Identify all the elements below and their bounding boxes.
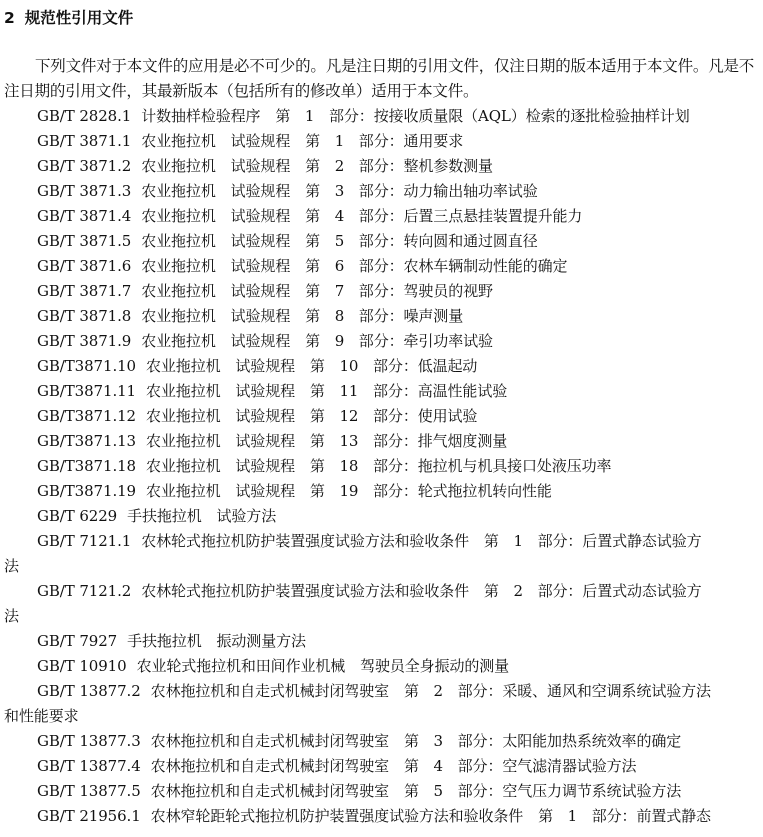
reference-title: 手扶拖拉机 试验方法: [127, 507, 277, 525]
reference-code: GB/T 6229: [37, 507, 118, 525]
reference-code: GB/T 13877.3: [37, 732, 141, 750]
reference-item: [4, 454, 759, 479]
reference-code: GB/T 3871.1: [37, 132, 132, 150]
reference-title: 手扶拖拉机 振动测量方法: [127, 632, 306, 650]
reference-code: GB/T 7121.2: [37, 582, 132, 600]
reference-item: [4, 529, 759, 579]
reference-title: 农业拖拉机 试验规程 第 1 部分：通用要求: [141, 132, 464, 150]
reference-title: 农业拖拉机 试验规程 第 19 部分：轮式拖拉机转向性能: [146, 482, 552, 500]
reference-title: 农业拖拉机 试验规程 第 4 部分：后置三点悬挂装置提升能力: [141, 207, 583, 225]
reference-title: 农林拖拉机和自走式机械封闭驾驶室 第 3 部分：太阳能加热系统效率的确定: [150, 732, 682, 750]
reference-code: GB/T 7927: [37, 632, 118, 650]
reference-title: 农业拖拉机 试验规程 第 7 部分：驾驶员的视野: [141, 282, 493, 300]
reference-code: GB/T 3871.2: [37, 157, 132, 175]
reference-code: GB/T 3871.3: [37, 182, 132, 200]
reference-title: 农业拖拉机 试验规程 第 9 部分：牵引功率试验: [141, 332, 493, 350]
reference-title: 农业拖拉机 试验规程 第 5 部分：转向圆和通过圆直径: [141, 232, 538, 250]
reference-code: GB/T 3871.5: [37, 232, 132, 250]
reference-code: GB/T 21956.1: [37, 807, 141, 825]
reference-title: 农业拖拉机 试验规程 第 18 部分：拖拉机与机具接口处液压功率: [146, 457, 612, 475]
reference-item: [4, 204, 759, 229]
reference-item: [4, 729, 759, 754]
reference-title: 农业拖拉机 试验规程 第 3 部分：动力输出轴功率试验: [141, 182, 538, 200]
reference-item: [4, 229, 759, 254]
reference-item: [4, 654, 759, 679]
reference-title: 计数抽样检验程序 第 1 部分：按接收质量限（AQL）检索的逐批检验抽样计划: [141, 107, 690, 125]
reference-item: [4, 479, 759, 504]
reference-item: [4, 154, 759, 179]
reference-title-continuation: 法: [4, 557, 19, 575]
reference-item: [4, 279, 759, 304]
reference-title: 农林拖拉机和自走式机械封闭驾驶室 第 4 部分：空气滤清器试验方法: [150, 757, 637, 775]
reference-item: [4, 379, 759, 404]
reference-item: [4, 754, 759, 779]
reference-title-continuation: 和性能要求: [4, 707, 79, 725]
reference-item: [4, 129, 759, 154]
reference-title: 农业轮式拖拉机和田间作业机械 驾驶员全身振动的测量: [136, 657, 510, 675]
section-heading: [4, 4, 759, 32]
reference-title: 农业拖拉机 试验规程 第 8 部分：噪声测量: [141, 307, 464, 325]
reference-item: [4, 629, 759, 654]
reference-item: [4, 179, 759, 204]
reference-code: GB/T 10910: [37, 657, 127, 675]
reference-code: GB/T 3871.4: [37, 207, 132, 225]
reference-code: GB/T 3871.7: [37, 282, 132, 300]
reference-code: GB/T 3871.9: [37, 332, 132, 350]
reference-title: 农业拖拉机 试验规程 第 12 部分：使用试验: [146, 407, 478, 425]
section-number: 2: [4, 9, 15, 27]
reference-list: [4, 104, 759, 829]
reference-item: [4, 104, 759, 129]
reference-title-continuation: 法: [4, 607, 19, 625]
reference-item: [4, 404, 759, 429]
reference-title: 农林窄轮距轮式拖拉机防护装置强度试验方法和验收条件 第 1 部分：前置式静态: [150, 807, 711, 825]
reference-title: 农林轮式拖拉机防护装置强度试验方法和验收条件 第 1 部分：后置式静态试验方: [141, 532, 702, 550]
reference-code: GB/T 13877.4: [37, 757, 141, 775]
intro-paragraph: 下列文件对于本文件的应用是必不可少的。凡是注日期的引用文件，仅注日期的版本适用于本文件。凡是不注日期的引用文件，其最新版本（包括所有的修改单）适用于本文件。: [4, 57, 755, 100]
reference-title: 农业拖拉机 试验规程 第 10 部分：低温起动: [146, 357, 478, 375]
reference-item: [4, 429, 759, 454]
reference-title: 农林拖拉机和自走式机械封闭驾驶室 第 5 部分：空气压力调节系统试验方法: [150, 782, 682, 800]
reference-code: GB/T 7121.1: [37, 532, 132, 550]
reference-item: [4, 804, 759, 829]
reference-item: [4, 354, 759, 379]
reference-code: GB/T3871.11: [37, 382, 136, 400]
reference-item: [4, 254, 759, 279]
section-title: 规范性引用文件: [24, 9, 134, 27]
reference-code: GB/T3871.12: [37, 407, 136, 425]
reference-item: [4, 504, 759, 529]
reference-code: GB/T 2828.1: [37, 107, 132, 125]
reference-item: [4, 304, 759, 329]
reference-code: GB/T 13877.5: [37, 782, 141, 800]
reference-code: GB/T3871.19: [37, 482, 136, 500]
reference-title: 农业拖拉机 试验规程 第 13 部分：排气烟度测量: [146, 432, 508, 450]
reference-title: 农林轮式拖拉机防护装置强度试验方法和验收条件 第 2 部分：后置式动态试验方: [141, 582, 702, 600]
reference-code: GB/T 13877.2: [37, 682, 141, 700]
reference-item: [4, 679, 759, 729]
reference-code: GB/T3871.10: [37, 357, 136, 375]
reference-code: GB/T3871.18: [37, 457, 136, 475]
reference-item: [4, 779, 759, 804]
reference-title: 农业拖拉机 试验规程 第 6 部分：农林车辆制动性能的确定: [141, 257, 568, 275]
reference-title: 农业拖拉机 试验规程 第 2 部分：整机参数测量: [141, 157, 493, 175]
reference-title: 农林拖拉机和自走式机械封闭驾驶室 第 2 部分：采暖、通风和空调系统试验方法: [150, 682, 711, 700]
reference-item: [4, 579, 759, 629]
reference-title: 农业拖拉机 试验规程 第 11 部分：高温性能试验: [146, 382, 508, 400]
reference-code: GB/T 3871.6: [37, 257, 132, 275]
reference-code: GB/T3871.13: [37, 432, 136, 450]
reference-code: GB/T 3871.8: [37, 307, 132, 325]
reference-item: [4, 329, 759, 354]
